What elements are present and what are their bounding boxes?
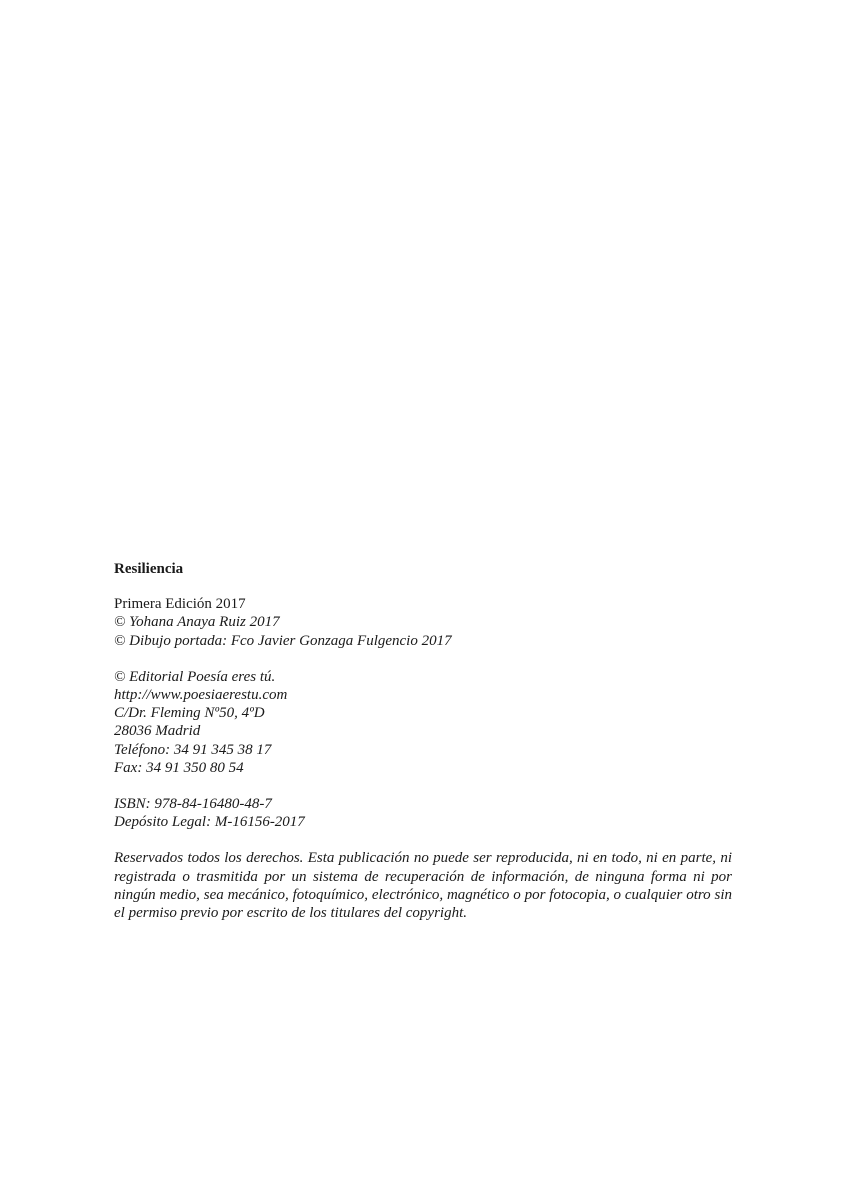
colophon <box>114 560 732 922</box>
publisher-address: C/Dr. Fleming Nº50, 4ºD <box>114 705 265 722</box>
rights-notice: Reservados todos los derechos. Esta publicación no puede ser reproducida, ni en todo, ni en parte, ni registrada o trasmitida por un sistema de recuperación de información, de ninguna forma ni por ningún medio, sea mecánico, fotoquímico, electrónico, magnético o por fotocopia, o cualquier otro sin el permiso previo por escrito de los titulares del copyright. <box>114 850 732 922</box>
cover-copyright: © Dibujo portada: Fco Javier Gonzaga Fulgencio 2017 <box>114 632 452 649</box>
publisher-website: http://www.poesiaerestu.com <box>114 687 288 704</box>
credits-block <box>114 595 732 650</box>
author-copyright: © Yohana Anaya Ruiz 2017 <box>114 614 280 631</box>
legal-block <box>114 795 732 831</box>
isbn: ISBN: 978-84-16480-48-7 <box>114 796 272 813</box>
edition-line: Primera Edición 2017 <box>114 596 246 613</box>
legal-deposit: Depósito Legal: M-16156-2017 <box>114 814 305 831</box>
publisher-city: 28036 Madrid <box>114 723 201 740</box>
book-title: Resiliencia <box>114 561 184 577</box>
publisher-block <box>114 668 732 777</box>
publisher-fax: Fax: 34 91 350 80 54 <box>114 759 244 776</box>
publisher-name: © Editorial Poesía eres tú. <box>114 668 276 685</box>
publisher-phone: Teléfono: 34 91 345 38 17 <box>114 741 272 758</box>
